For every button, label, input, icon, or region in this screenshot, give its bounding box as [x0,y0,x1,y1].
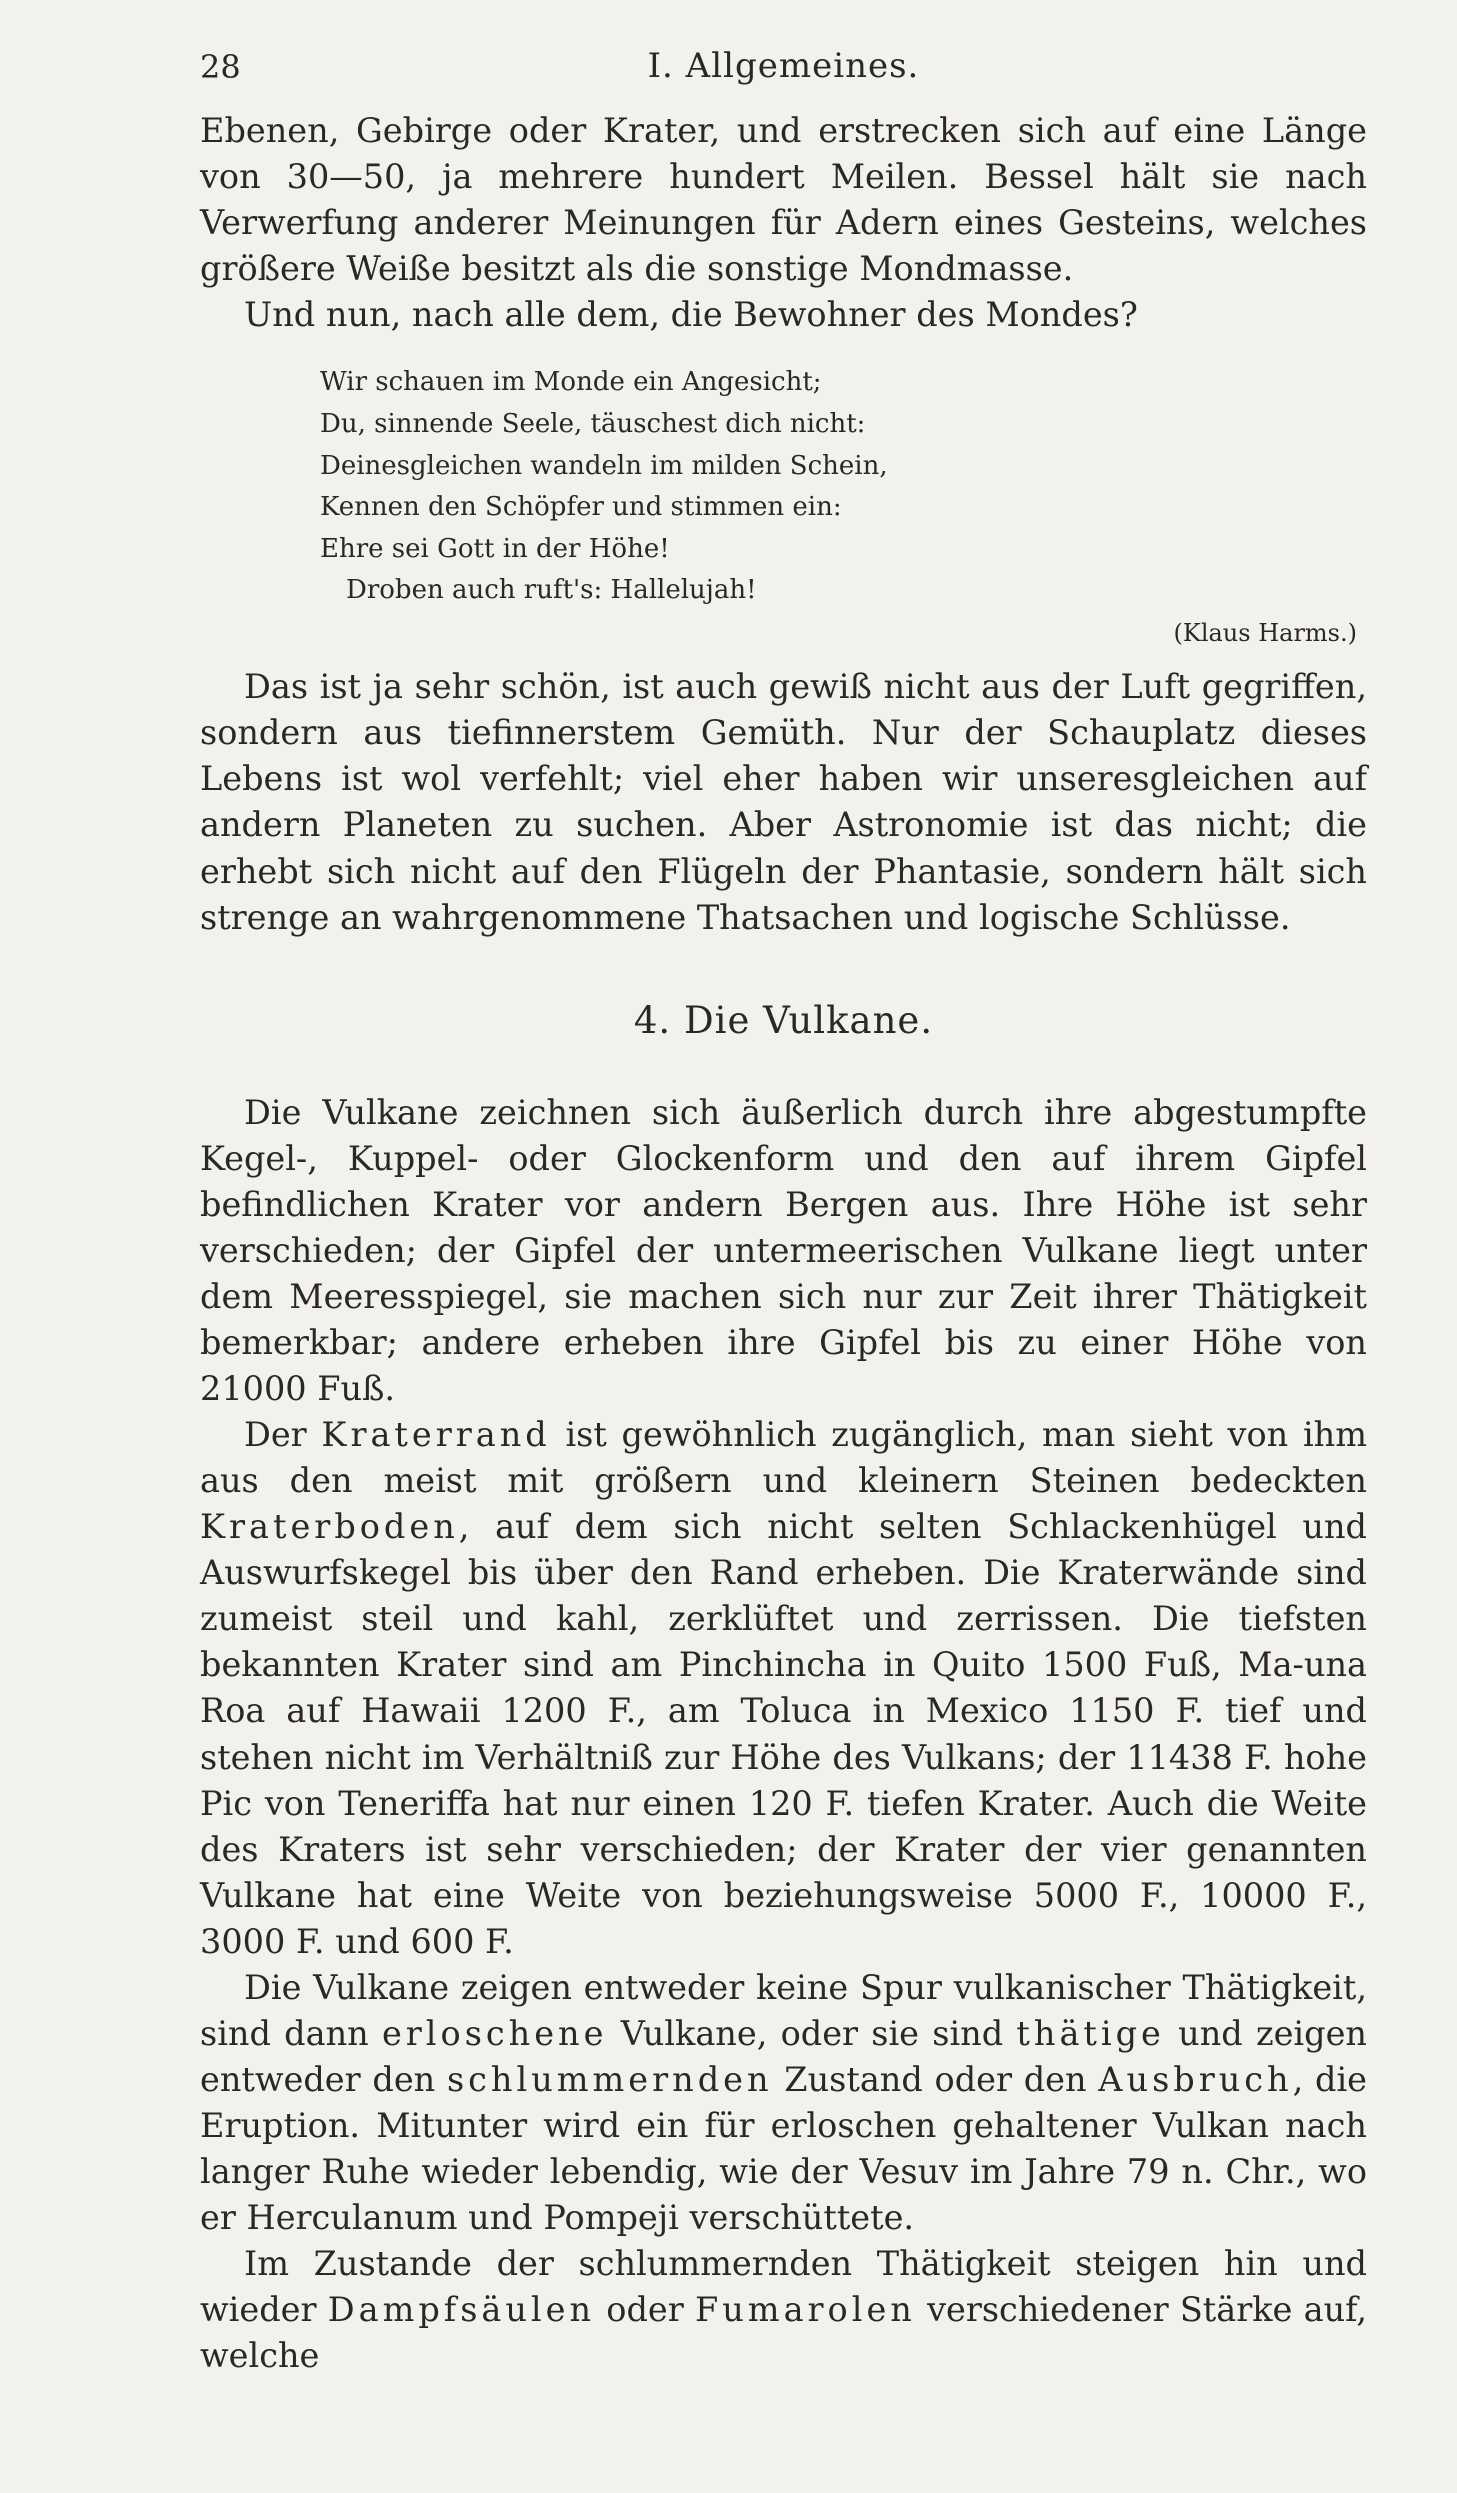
paragraph-crater [200,1412,1367,1965]
paragraph-after-poem: Das ist ja sehr schön, ist auch gewiß nicht aus der Luft gegriffen, sondern aus tiefinnerstem Gemüth. Nur der Schauplatz dieses Lebens ist wol verfehlt; viel eher haben wir unseresgleichen auf andern Planeten zu suchen. Aber Astronomie ist das nicht; die erhebt sich nicht auf den Flügeln der Phantasie, sondern hält sich strenge an wahrgenommene Thatsachen und logische Schlüsse. [200,667,1367,937]
text-run: oder [595,2290,695,2330]
term-dampfsaeulen: Dampfsäulen [327,2290,596,2330]
term-schlummernden: schlummernden [446,2059,773,2099]
poem-line: Deinesgleichen wandeln im milden Schein, [320,450,888,481]
page-number: 28 [200,48,241,86]
term-kraterboden: Kraterboden [200,1507,459,1547]
text-run: Die Vulkane zeigen entweder keine Spur vulkanischer Thätigkeit, sind dann [200,1967,1367,2053]
term-fumarolen: Fumarolen [694,2290,916,2330]
text-run: Zustand oder den [772,2059,1099,2099]
term-erloschene: erloschene [381,2013,608,2053]
paragraph-continued: Ebenen, Gebirge oder Krater, und erstrecken sich auf eine Länge von 30—50, ja mehrere hundert Meilen. Bessel hält sie nach Verwerfung anderer Meinungen für Adern eines Gesteins, welches größere Weiße besitzt als die sonstige Mondmasse. [200,111,1367,289]
page-header [200,40,1367,108]
paragraph-fumarolen [200,2241,1367,2379]
term-ausbruch: Ausbruch [1098,2059,1293,2099]
running-head: I. Allgemeines. [647,46,920,86]
poem-line: Du, sinnende Seele, täuschest dich nicht: [320,408,866,439]
text-run: , die Eruption. Mitunter wird ein für erloschen gehaltener Vulkan nach langer Ruhe wieder lebendig, wie der Vesuv im Jahre 79 n. Chr., wo er Herculanum und Pompeji verschüttete. [200,2059,1368,2238]
poem-line: Droben auch ruft's: Hallelujah! [346,575,757,606]
term-kraterrand: Kraterrand [321,1415,551,1455]
text-run: verschiedener Stärke auf, welche [200,2290,1368,2376]
poem-quote [200,362,1367,652]
section-heading: 4. Die Vulkane. [633,998,934,1042]
paragraph-question: Und nun, nach alle dem, die Bewohner des Mondes? [244,295,1138,335]
text-run: Der [244,1415,322,1455]
term-thaetige: thätige [1016,2013,1165,2053]
text-run: Vulkane, oder sie sind [607,2013,1017,2053]
text-run: ist gewöhnlich zugänglich, man sieht von ihm aus den meist mit größern und kleinern Steinen bedeckten [200,1415,1367,1501]
text-run: , auf dem sich nicht selten Schlackenhügel und Auswurfskegel bis über den Rand erheben. Die Kraterwände sind zumeist steil und kahl, zerklüftet und zerrissen. Die tiefsten bekannten Krater sind am Pinchincha in Quito 1500 Fuß, Ma-una Roa auf Hawaii 1200 F., am Toluca in Mexico 1150 F. tief und stehen nicht im Verhältniß zur Höhe des Vulkans; der 11438 F. hohe Pic von Teneriffa hat nur einen 120 F. tiefen Krater. Auch die Weite des Kraters ist sehr verschieden; der Krater der vier genannten Vulkane hat eine Weite von beziehungsweise 5000 F., 10000 F., 3000 F. und 600 F. [200,1507,1367,1961]
paragraph-activity [200,1965,1367,2241]
paragraph-volcano-shape: Die Vulkane zeichnen sich äußerlich durch ihre abgestumpfte Kegel-, Kuppel- oder Glockenform und den auf ihrem Gipfel befindlichen Krater vor andern Bergen aus. Ihre Höhe ist sehr verschieden; der Gipfel der untermeerischen Vulkane liegt unter dem Meeresspiegel, sie machen sich nur zur Zeit ihrer Thätigkeit bemerkbar; andere erheben ihre Gipfel bis zu einer Höhe von 21000 Fuß. [200,1092,1367,1409]
poem-line: Ehre sei Gott in der Höhe! [320,533,670,564]
text-run: Im Zustande der schlummernden Thätigkeit steigen hin und wieder [200,2244,1367,2330]
text-run: und zeigen entweder den [200,2013,1367,2099]
poem-source: (Klaus Harms.) [1173,618,1357,647]
poem-line: Wir schauen im Monde ein Angesicht; [320,367,822,398]
poem-line: Kennen den Schöpfer und stimmen ein: [320,492,842,523]
